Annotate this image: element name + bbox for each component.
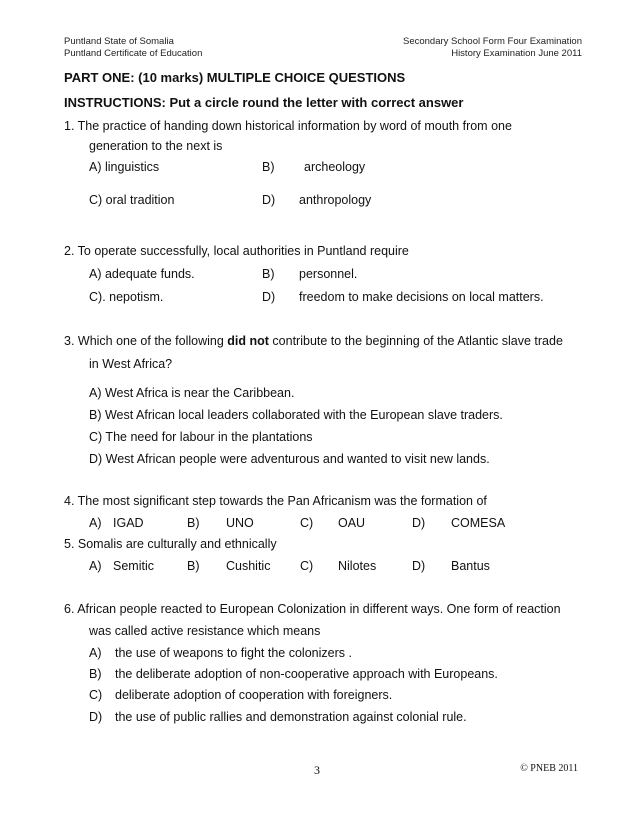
q3-stem-emphasis: did not [227, 334, 269, 348]
instructions: INSTRUCTIONS: Put a circle round the letter with correct answer [64, 95, 464, 110]
q2-option-b-label: B) [262, 267, 275, 281]
q6-option-b: the deliberate adoption of non-cooperative approach with Europeans. [115, 667, 498, 681]
q2-option-d: freedom to make decisions on local matters. [299, 290, 544, 304]
q6-option-c-label: C) [89, 688, 103, 702]
q1-option-a: A) linguistics [89, 160, 160, 174]
q5-option-b: Cushitic [226, 559, 271, 573]
q5-option-c-label: C) [300, 559, 314, 573]
q3-option-d: D) West African people were adventurous and wanted to visit new lands. [89, 452, 490, 466]
q3-option-c: C) The need for labour in the plantations [89, 430, 313, 444]
q2-stem: 2. To operate successfully, local authorities in Puntland require [64, 244, 409, 258]
page-number: 3 [314, 763, 320, 777]
q6-option-a-label: A) [89, 646, 102, 660]
q2-option-b: personnel. [299, 267, 358, 281]
q6-stem-line2: was called active resistance which means [89, 624, 321, 638]
q5-option-c: Nilotes [338, 559, 377, 573]
q6-option-d: the use of public rallies and demonstration against colonial rule. [115, 710, 467, 724]
q4-option-d-label: D) [412, 516, 426, 530]
q4-option-c: OAU [338, 516, 366, 530]
q4-option-c-label: C) [300, 516, 314, 530]
q1-stem-line1: 1. The practice of handing down historical information by word of mouth from one [64, 119, 512, 133]
q6-option-d-label: D) [89, 710, 103, 724]
q6-option-c: deliberate adoption of cooperation with foreigners. [115, 688, 393, 702]
q4-option-d: COMESA [451, 516, 506, 530]
q3-option-a: A) West Africa is near the Caribbean. [89, 386, 295, 400]
q6-option-b-label: B) [89, 667, 102, 681]
header-state: Puntland State of Somalia [64, 36, 174, 47]
q1-option-c: C) oral tradition [89, 193, 175, 207]
q1-option-b-label: B) [262, 160, 275, 174]
header-subject: History Examination June 2011 [451, 48, 582, 59]
q1-option-b: archeology [304, 160, 366, 174]
q1-option-d-label: D) [262, 193, 276, 207]
copyright: © PNEB 2011 [520, 763, 578, 774]
q1-option-d: anthropology [299, 193, 372, 207]
q6-option-a: the use of weapons to fight the colonizers . [115, 646, 352, 660]
header-certificate: Puntland Certificate of Education [64, 48, 203, 59]
q2-option-c: C). nepotism. [89, 290, 164, 304]
q5-stem: 5. Somalis are culturally and ethnically [64, 537, 277, 551]
q2-option-d-label: D) [262, 290, 276, 304]
q5-option-d-label: D) [412, 559, 426, 573]
q6-stem-line1: 6. African people reacted to European Colonization in different ways. One form of reaction [64, 602, 561, 616]
q5-option-a: Semitic [113, 559, 154, 573]
q5-option-d: Bantus [451, 559, 490, 573]
part-title: PART ONE: (10 marks) MULTIPLE CHOICE QUESTIONS [64, 70, 406, 85]
header-right [403, 36, 582, 60]
header-left [64, 36, 202, 60]
q3-stem-pre: 3. Which one of the following [64, 334, 228, 348]
q4-option-a-label: A) [89, 516, 102, 530]
q4-stem: 4. The most significant step towards the Pan Africanism was the formation of [64, 494, 487, 508]
q3-stem-line2: in West Africa? [89, 357, 173, 371]
q5-option-a-label: A) [89, 559, 102, 573]
q3-option-b: B) West African local leaders collaborated with the European slave traders. [89, 408, 503, 422]
q3-stem-line1 [64, 333, 563, 349]
q3-stem-post: contribute to the beginning of the Atlantic slave trade [268, 334, 563, 348]
q4-option-b: UNO [226, 516, 254, 530]
q5-option-b-label: B) [187, 559, 200, 573]
q1-stem-line2: generation to the next is [89, 139, 223, 153]
header-exam: Secondary School Form Four Examination [403, 36, 582, 47]
q4-option-a: IGAD [113, 516, 144, 530]
q4-option-b-label: B) [187, 516, 200, 530]
q2-option-a: A) adequate funds. [89, 267, 195, 281]
